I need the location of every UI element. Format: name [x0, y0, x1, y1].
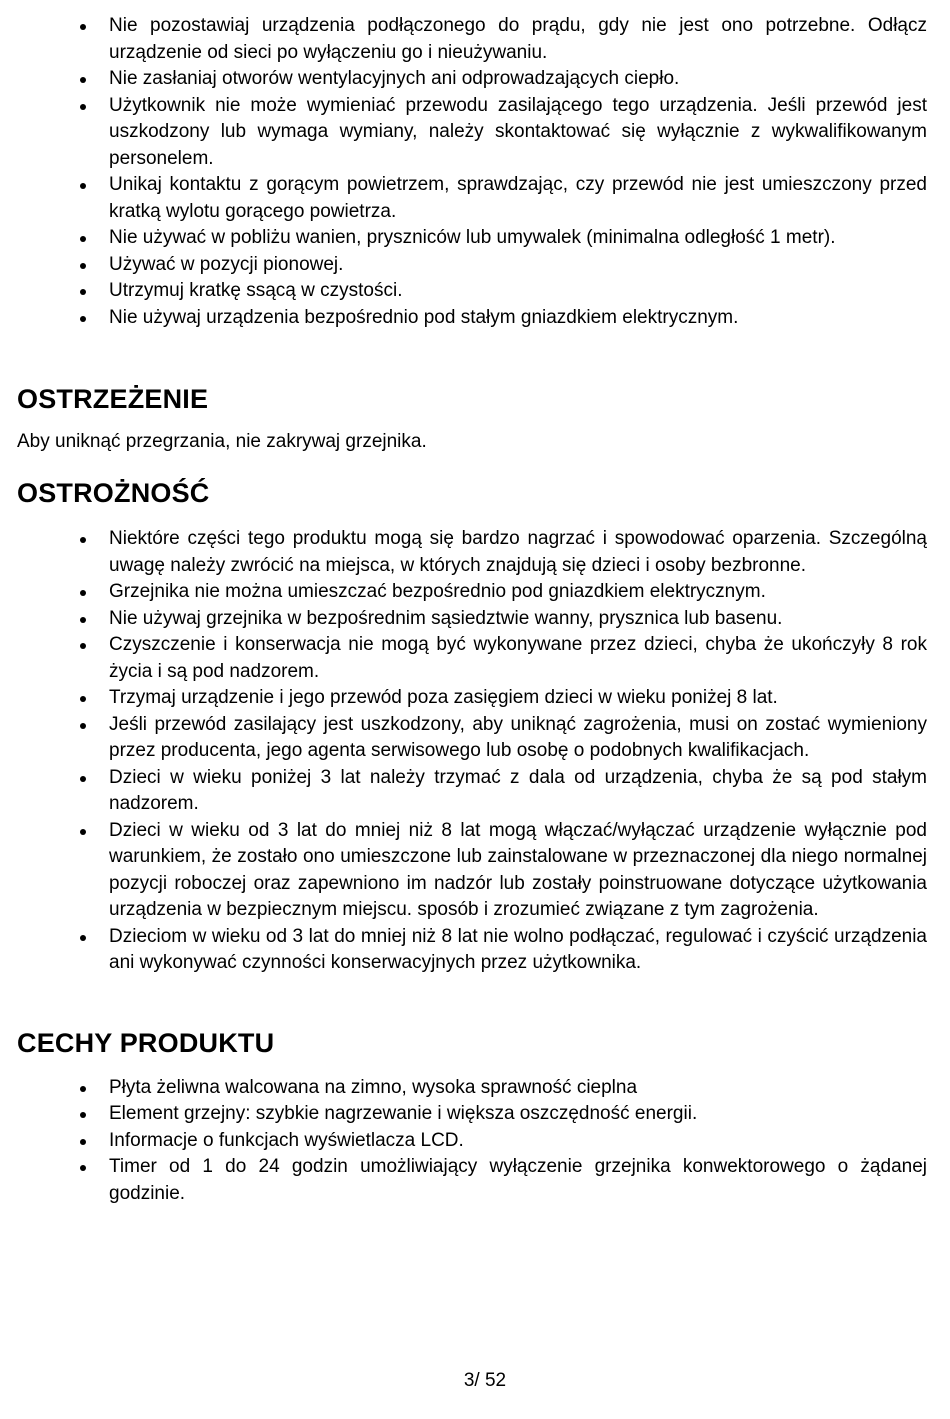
document-page: [17, 13, 927, 1207]
list-item: Informacje o funkcjach wyświetlacza LCD.: [109, 1128, 927, 1155]
list-item: Dzieci w wieku poniżej 3 lat należy trzymać z dala od urządzenia, chyba że są pod stałym nadzorem.: [109, 765, 927, 818]
list-item: Jeśli przewód zasilający jest uszkodzony, aby uniknąć zagrożenia, musi on zostać wymieniony przez producenta, jego agenta serwisowego lub osobę o podobnych kwalifikacjach.: [109, 712, 927, 765]
caution-heading: OSTROŻNOŚĆ: [17, 478, 210, 508]
features-list: [17, 1075, 927, 1208]
list-item: Niektóre części tego produktu mogą się bardzo nagrzać i spowodować oparzenia. Szczególną uwagę należy zwrócić na miejsca, w których znajdują się dzieci i osoby bezbronne.: [109, 526, 927, 579]
safety-list: [17, 13, 927, 331]
list-item: Element grzejny: szybkie nagrzewanie i większa oszczędność energii.: [109, 1101, 927, 1128]
list-item: Używać w pozycji pionowej.: [109, 252, 927, 279]
list-item: Trzymaj urządzenie i jego przewód poza zasięgiem dzieci w wieku poniżej 8 lat.: [109, 685, 927, 712]
list-item: Nie używaj urządzenia bezpośrednio pod stałym gniazdkiem elektrycznym.: [109, 305, 927, 332]
list-item: Dzieci w wieku od 3 lat do mniej niż 8 lat mogą włączać/wyłączać urządzenie wyłącznie pod warunkiem, że zostało ono umieszczone lub zainstalowane w przeznaczonej dla niego normalnej pozycji roboczej oraz zapewniono im nadzór lub zostały poinstruowane dotyczące użytkowania urządzenia w bezpiecznym miejscu. sposób i zrozumieć związane z tym zagrożenia.: [109, 818, 927, 924]
list-item: Unikaj kontaktu z gorącym powietrzem, sprawdzając, czy przewód nie jest umieszczony przed kratką wylotu gorącego powietrza.: [109, 172, 927, 225]
list-item: Płyta żeliwna walcowana na zimno, wysoka sprawność cieplna: [109, 1075, 927, 1102]
list-item: Grzejnika nie można umieszczać bezpośrednio pod gniazdkiem elektrycznym.: [109, 579, 927, 606]
features-heading: CECHY PRODUKTU: [17, 1027, 275, 1058]
caution-list: [17, 526, 927, 977]
list-item: Nie zasłaniaj otworów wentylacyjnych ani odprowadzających ciepło.: [109, 66, 927, 93]
list-item: Nie używać w pobliżu wanien, pryszniców lub umywalek (minimalna odległość 1 metr).: [109, 225, 927, 252]
warning-text: Aby uniknąć przegrzania, nie zakrywaj grzejnika.: [17, 431, 427, 452]
list-item: Timer od 1 do 24 godzin umożliwiający wyłączenie grzejnika konwektorowego o żądanej godzinie.: [109, 1154, 927, 1207]
list-item: Utrzymuj kratkę ssącą w czystości.: [109, 278, 927, 305]
list-item: Dzieciom w wieku od 3 lat do mniej niż 8 lat nie wolno podłączać, regulować i czyścić urządzenia ani wykonywać czynności konserwacyjnych przez użytkownika.: [109, 924, 927, 977]
list-item: Użytkownik nie może wymieniać przewodu zasilającego tego urządzenia. Jeśli przewód jest uszkodzony lub wymaga wymiany, należy skontaktować się wyłącznie z wykwalifikowanym personelem.: [109, 93, 927, 173]
warning-heading: OSTRZEŻENIE: [17, 384, 209, 414]
list-item: Nie używaj grzejnika w bezpośrednim sąsiedztwie wanny, prysznica lub basenu.: [109, 606, 927, 633]
list-item: Czyszczenie i konserwacja nie mogą być wykonywane przez dzieci, chyba że ukończyły 8 rok życia i są pod nadzorem.: [109, 632, 927, 685]
list-item: Nie pozostawiaj urządzenia podłączonego do prądu, gdy nie jest ono potrzebne. Odłącz urządzenie od sieci po wyłączeniu go i nieużywaniu.: [109, 13, 927, 66]
page-number: 3/ 52: [463, 1370, 507, 1391]
